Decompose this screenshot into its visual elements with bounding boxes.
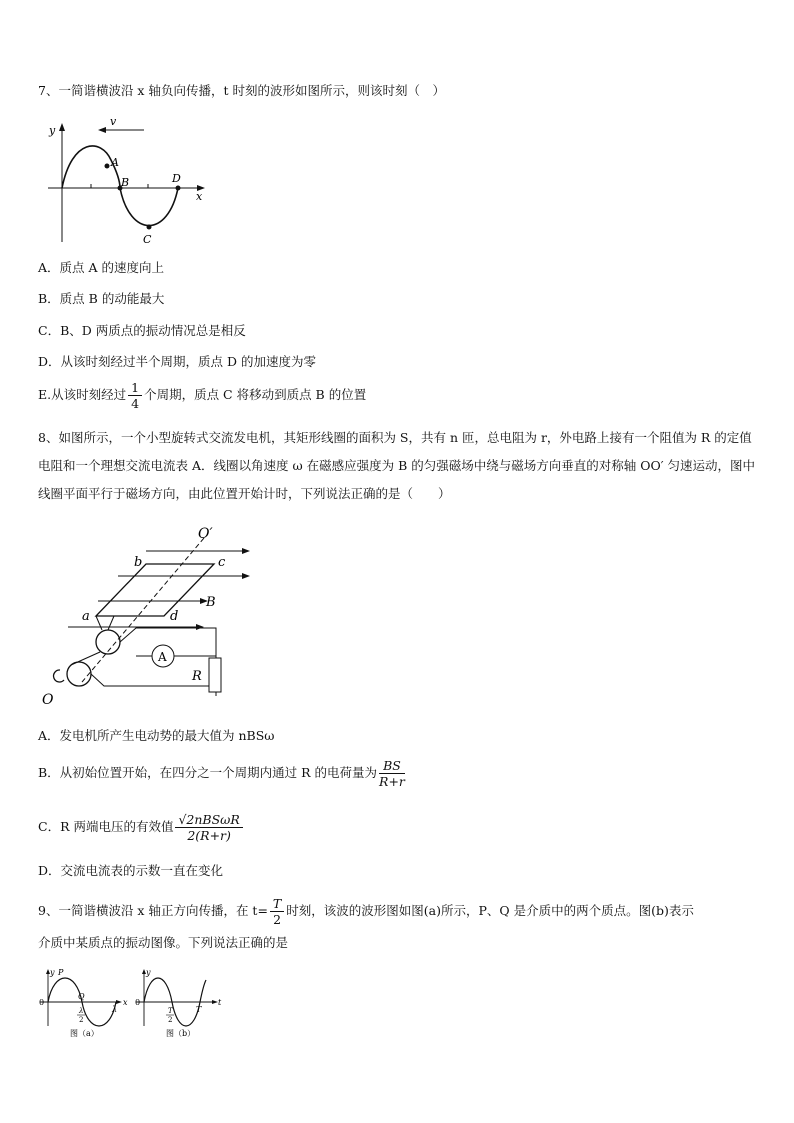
q9b-origin: 0 [135, 998, 141, 1007]
q7-option-e-fraction [128, 380, 142, 411]
q8-label-b: b [134, 555, 143, 570]
q8-option-c [38, 812, 245, 843]
q9a-origin: 0 [39, 998, 45, 1007]
q8-generator-figure [36, 524, 266, 710]
q9b-caption: 图（b） [166, 1029, 196, 1038]
q7-y-label: y [49, 124, 56, 137]
q7-point-C: C [143, 233, 152, 246]
q8-option-c-num: √2nBSωR [175, 812, 242, 828]
q9a-lambda: λ [112, 1005, 118, 1014]
q7-option-c: C．B、D 两质点的振动情况总是相反 [38, 323, 246, 338]
q9-stem-num: T [270, 896, 284, 912]
q8-label-B: B [206, 595, 216, 610]
q9b-half-T-den: 2 [168, 1016, 173, 1024]
q8-label-o-prime: O′ [198, 526, 213, 542]
q8-label-a: a [82, 609, 90, 624]
q9-figure-a [36, 966, 130, 1042]
q9b-half-T-num: T [168, 1007, 173, 1015]
q9a-x-label: x [123, 998, 128, 1007]
q8-option-b-prefix: B．从初始位置开始，在四分之一个周期内通过 R 的电荷量为 [38, 765, 378, 780]
q9-stem-prefix: 9、一简谐横波沿 x 轴正方向传播，在 t= [38, 903, 268, 918]
q8-option-c-den: 2(R+r) [187, 828, 231, 843]
q8-option-c-prefix: C．R 两端电压的有效值 [38, 819, 174, 834]
q9-stem-den: 2 [273, 912, 282, 927]
q8-ammeter-label: A [158, 650, 167, 664]
q9b-t-label: t [218, 998, 222, 1007]
q9-stem [38, 896, 694, 927]
q8-option-b [38, 758, 407, 789]
q8-option-b-fraction [379, 758, 405, 789]
q7-option-b: B．质点 B 的动能最大 [38, 291, 165, 306]
q9a-y-label: y [50, 968, 55, 977]
q8-option-c-fraction [175, 812, 242, 843]
q9b-y-label: y [146, 968, 151, 977]
q8-resistor-label: R [192, 669, 202, 684]
q9b-T-label: T [196, 1005, 202, 1014]
q8-label-o: O [42, 692, 54, 708]
q7-stem: 7、一简谐横波沿 x 轴负向传播，t 时刻的波形如图所示，则该时刻（ ） [38, 83, 445, 98]
q8-option-d: D．交流电流表的示数一直在变化 [38, 863, 224, 878]
q8-stem: 8、如图所示，一个小型旋转式交流发电机，其矩形线圈的面积为 S，共有 n 匝，总电阻为 r，外电路上接有一个阻值为 R 的定值电阻和一个理想交流电流表 A．线圈以角速度 ω 在磁感应强度为 B 的匀强磁场中绕与磁场方向垂直的对称轴 OO′ 匀速运动，图中线圈平面平行于磁场方向，由此位置开始计时，下列说法正确的是（ ） [38, 430, 756, 501]
q8-option-a: A．发电机所产生电动势的最大值为 nBSω [38, 728, 275, 743]
q7-point-B: B [121, 176, 130, 189]
q9a-P-label: P [58, 968, 64, 977]
q7-option-e-suffix: 个周期，质点 C 将移动到质点 B 的位置 [144, 387, 367, 402]
q7-option-e-prefix: E.从该时刻经过 [38, 387, 127, 402]
q9a-half-lambda-den: 2 [79, 1016, 84, 1024]
q7-option-e [38, 380, 366, 411]
q7-option-e-num: 1 [128, 380, 142, 396]
q7-option-a: A．质点 A 的速度向上 [38, 260, 165, 275]
q7-point-D: D [172, 172, 181, 185]
q8-option-b-den: R+r [379, 774, 405, 789]
q9-stem-suffix: 时刻，该波的波形图如图(a)所示，P、Q 是介质中的两个质点。图(b)表示 [286, 903, 694, 918]
q7-option-d: D．从该时刻经过半个周期，质点 D 的加速度为零 [38, 354, 316, 369]
q8-label-d: d [170, 609, 179, 624]
q9-stem-fraction [270, 896, 284, 927]
q7-point-A: A [111, 156, 119, 169]
q8-label-c: c [218, 555, 226, 570]
q7-wave-figure [40, 112, 220, 247]
q9-stem-line2: 介质中某质点的振动图像。下列说法正确的是 [38, 935, 289, 950]
q7-option-e-den: 4 [131, 396, 140, 411]
q7-v-label: v [110, 115, 117, 128]
q9a-caption: 图（a） [70, 1029, 99, 1038]
q9-figure-b [132, 966, 224, 1042]
q9a-Q-label: Q [78, 992, 85, 1001]
q8-option-b-num: BS [379, 758, 405, 774]
q9a-half-lambda-num: λ [79, 1007, 84, 1015]
q7-x-label: x [196, 190, 203, 203]
